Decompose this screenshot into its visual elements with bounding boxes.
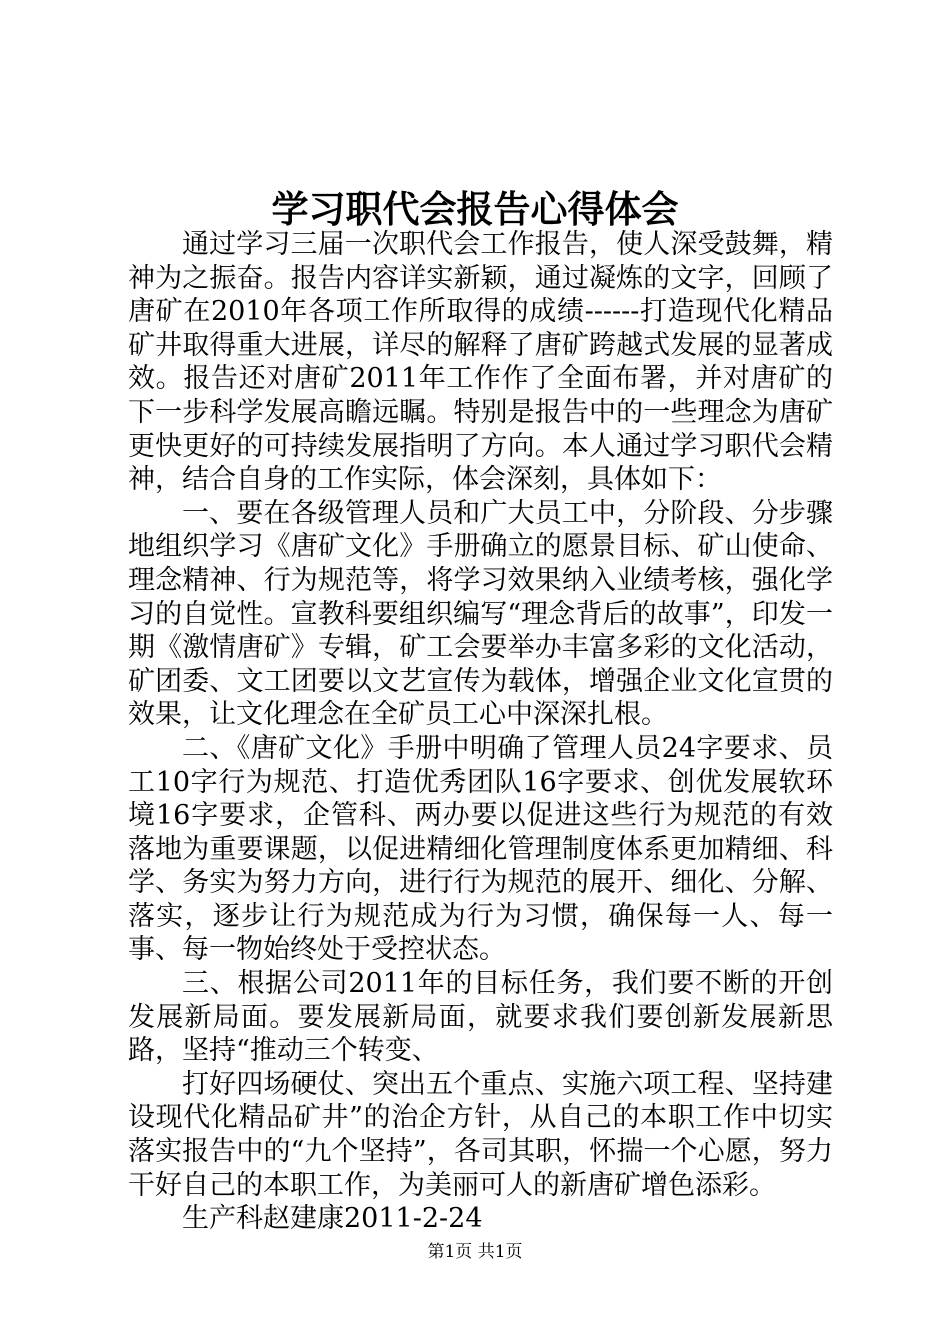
paragraph-intro: 通过学习三届一次职代会工作报告，使人深受鼓舞，精神为之振奋。报告内容详实新颖，通过凝炼的文字，回顾了唐矿在2010年各项工作所取得的成绩------打造现代化精品矿井取得重大进展，详尽的解释了唐矿跨越式发展的显著成效。报告还对唐矿2011年工作作了全面布署，并对唐矿的下一步科学发展高瞻远瞩。特别是报告中的一些理念为唐矿更快更好的可持续发展指明了方向。本人通过学习职代会精神，结合自身的工作实际，体会深刻，具体如下： — [128, 229, 833, 496]
paragraph-point-three-continued: 打好四场硬仗、突出五个重点、实施六项工程、坚持建设现代化精品矿井”的治企方针，从自己的本职工作中切实落实报告中的“九个坚持”，各司其职，怀揣一个心愿，努力干好自己的本职工作，为美丽可人的新唐矿增色添彩。 — [128, 1068, 833, 1201]
paragraph-point-two: 二、《唐矿文化》手册中明确了管理人员24字要求、员工10字行为规范、打造优秀团队16字要求、创优发展软环境16字要求，企管科、两办要以促进这些行为规范的有效落地为重要课题，以促进精细化管理制度体系更加精细、科学、务实为努力方向，进行行为规范的展开、细化、分解、落实，逐步让行为规范成为行为习惯，确保每一人、每一事、每一物始终处于受控状态。 — [128, 732, 833, 966]
paragraph-point-one: 一、要在各级管理人员和广大员工中，分阶段、分步骤地组织学习《唐矿文化》手册确立的愿景目标、矿山使命、理念精神、行为规范等，将学习效果纳入业绩考核，强化学习的自觉性。宣教科要组织编写“理念背后的故事”，印发一期《激情唐矿》专辑，矿工会要举办丰富多彩的文化活动，矿团委、文工团要以文艺宣传为载体，增强企业文化宣贯的效果，让文化理念在全矿员工心中深深扎根。 — [128, 497, 833, 731]
document-title: 学习职代会报告心得体会 — [271, 187, 679, 231]
document-body — [128, 228, 833, 1236]
paragraph-point-three: 三、根据公司2011年的目标任务，我们要不断的开创发展新局面。要发展新局面，就要求我们要创新发展新思路，坚持“推动三个转变、 — [128, 968, 833, 1067]
signature-line: 生产科赵建康2011-2-24 — [182, 1203, 483, 1235]
page-number: 第1页 共1页 — [427, 1242, 523, 1262]
